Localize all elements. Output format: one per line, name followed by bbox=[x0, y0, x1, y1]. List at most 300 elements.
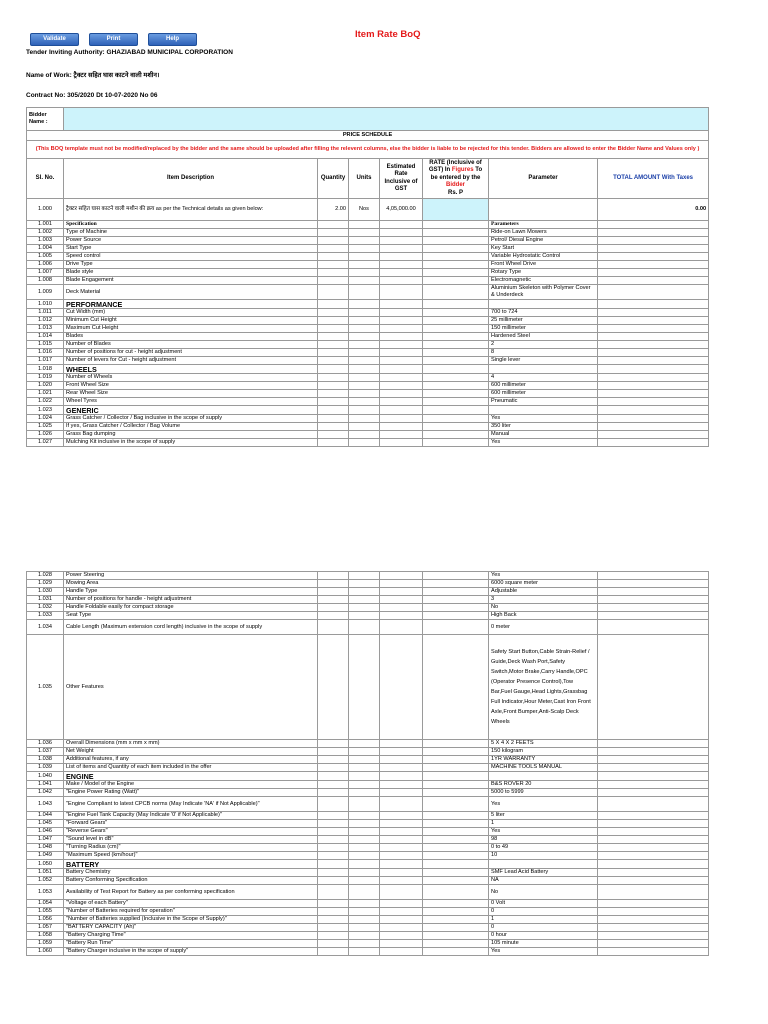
row-units bbox=[349, 253, 380, 261]
row-total bbox=[598, 772, 709, 781]
row-units bbox=[349, 932, 380, 940]
row-parameter: 4 bbox=[489, 374, 598, 382]
row-rate bbox=[423, 635, 489, 740]
row-description: "Battery Run Time" bbox=[64, 940, 318, 948]
table-row bbox=[27, 748, 709, 756]
row-sl: 1.024 bbox=[27, 415, 64, 423]
col-header-parameter: Parameter bbox=[489, 159, 598, 199]
row-total bbox=[598, 237, 709, 245]
row-units bbox=[349, 365, 380, 374]
row-estimated bbox=[380, 317, 423, 325]
row-parameter: Key Start bbox=[489, 245, 598, 253]
row-sl: 1.045 bbox=[27, 820, 64, 828]
row-parameter: 8 bbox=[489, 349, 598, 357]
row-quantity bbox=[318, 828, 349, 836]
row-units bbox=[349, 406, 380, 415]
row-parameter: No bbox=[489, 885, 598, 900]
row-rate bbox=[423, 869, 489, 877]
row-parameter: Aluminium Skeleton with Polymer Cover & Underdeck bbox=[489, 285, 598, 300]
table-row bbox=[27, 797, 709, 812]
table-row bbox=[27, 572, 709, 580]
row-estimated bbox=[380, 588, 423, 596]
row-estimated bbox=[380, 764, 423, 772]
row-quantity bbox=[318, 277, 349, 285]
row-sl: 1.053 bbox=[27, 885, 64, 900]
row-rate bbox=[423, 932, 489, 940]
table-row bbox=[27, 772, 709, 781]
row-rate bbox=[423, 908, 489, 916]
row-total bbox=[598, 423, 709, 431]
row-rate bbox=[423, 916, 489, 924]
row-total bbox=[598, 406, 709, 415]
row-description: Drive Type bbox=[64, 261, 318, 269]
table-row bbox=[27, 431, 709, 439]
row-parameter: Rotary Type bbox=[489, 269, 598, 277]
row-description: Other Features bbox=[64, 635, 318, 740]
row-quantity bbox=[318, 612, 349, 620]
row-sl: 1.042 bbox=[27, 789, 64, 797]
row-total bbox=[598, 390, 709, 398]
row-sl: 1.022 bbox=[27, 398, 64, 406]
row-estimated bbox=[380, 620, 423, 635]
row-rate bbox=[423, 860, 489, 869]
row-description: "Turning Radius (cm)" bbox=[64, 844, 318, 852]
row-sl: 1.036 bbox=[27, 740, 64, 748]
print-button[interactable]: Print bbox=[89, 33, 138, 46]
row-sl: 1.031 bbox=[27, 596, 64, 604]
row-quantity bbox=[318, 877, 349, 885]
row-rate bbox=[423, 245, 489, 253]
row-units bbox=[349, 828, 380, 836]
row-description: Handle Foldable easily for compact storage bbox=[64, 604, 318, 612]
row-units bbox=[349, 885, 380, 900]
row-estimated bbox=[380, 852, 423, 860]
row-parameter: Yes bbox=[489, 948, 598, 956]
row-description: "Voltage of each Battery" bbox=[64, 900, 318, 908]
row-sl: 1.004 bbox=[27, 245, 64, 253]
row-parameter: Yes bbox=[489, 439, 598, 447]
row-units bbox=[349, 844, 380, 852]
row-units bbox=[349, 349, 380, 357]
row-quantity bbox=[318, 229, 349, 237]
row-description: "Reverse Gears" bbox=[64, 828, 318, 836]
row-units bbox=[349, 820, 380, 828]
table-row bbox=[27, 604, 709, 612]
table-row bbox=[27, 948, 709, 956]
row-quantity bbox=[318, 772, 349, 781]
row-units bbox=[349, 924, 380, 932]
table-row bbox=[27, 812, 709, 820]
row-sl: 1.035 bbox=[27, 635, 64, 740]
row-units bbox=[349, 940, 380, 948]
row-sl: 1.007 bbox=[27, 269, 64, 277]
row-estimated bbox=[380, 924, 423, 932]
row-parameter: MACHINE TOOLS MANUAL bbox=[489, 764, 598, 772]
row-quantity bbox=[318, 948, 349, 956]
row-quantity bbox=[318, 797, 349, 812]
row-estimated bbox=[380, 221, 423, 229]
row-rate bbox=[423, 588, 489, 596]
row-rate bbox=[423, 797, 489, 812]
row-parameter: 5 X 4 X 2 FEETS bbox=[489, 740, 598, 748]
row-parameter: Yes bbox=[489, 797, 598, 812]
row-units bbox=[349, 415, 380, 423]
price-schedule-heading: PRICE SCHEDULE bbox=[27, 131, 709, 141]
row-description: "Forward Gears" bbox=[64, 820, 318, 828]
row-estimated bbox=[380, 604, 423, 612]
row-quantity bbox=[318, 635, 349, 740]
table-row bbox=[27, 269, 709, 277]
row-description: GENERIC bbox=[64, 406, 318, 415]
row-rate bbox=[423, 365, 489, 374]
row-total bbox=[598, 580, 709, 588]
table-header-row bbox=[27, 159, 709, 199]
row-estimated bbox=[380, 374, 423, 382]
row-quantity bbox=[318, 572, 349, 580]
row-parameter: 150 kilogram bbox=[489, 748, 598, 756]
row-units bbox=[349, 357, 380, 365]
row-sl: 1.032 bbox=[27, 604, 64, 612]
row-description: List of items and Quantity of each item included in the offer bbox=[64, 764, 318, 772]
row-rate bbox=[423, 237, 489, 245]
row-parameter: 6000 square meter bbox=[489, 580, 598, 588]
row-total bbox=[598, 333, 709, 341]
row-total bbox=[598, 285, 709, 300]
row-units bbox=[349, 261, 380, 269]
row-total bbox=[598, 269, 709, 277]
row-estimated bbox=[380, 398, 423, 406]
table-row bbox=[27, 908, 709, 916]
col-header-quantity: Quantity bbox=[318, 159, 349, 199]
help-button[interactable]: Help bbox=[148, 33, 197, 46]
row-units bbox=[349, 423, 380, 431]
row-quantity bbox=[318, 406, 349, 415]
row-description: Speed control bbox=[64, 253, 318, 261]
row-units bbox=[349, 596, 380, 604]
row-estimated bbox=[380, 300, 423, 309]
row-parameter: 5 liter bbox=[489, 812, 598, 820]
row-sl: 1.037 bbox=[27, 748, 64, 756]
row-parameter: Manual bbox=[489, 431, 598, 439]
row-quantity bbox=[318, 764, 349, 772]
row-total bbox=[598, 820, 709, 828]
row-quantity bbox=[318, 756, 349, 764]
row-total bbox=[598, 852, 709, 860]
validate-button[interactable]: Validate bbox=[30, 33, 79, 46]
row-estimated bbox=[380, 836, 423, 844]
row-sl: 1.019 bbox=[27, 374, 64, 382]
row-description: Number of levers for Cut - height adjustment bbox=[64, 357, 318, 365]
row-rate bbox=[423, 341, 489, 349]
row-description: WHEELS bbox=[64, 365, 318, 374]
row-units bbox=[349, 869, 380, 877]
row-units bbox=[349, 245, 380, 253]
row-quantity bbox=[318, 245, 349, 253]
row-quantity bbox=[318, 390, 349, 398]
row-quantity bbox=[318, 423, 349, 431]
table-row bbox=[27, 365, 709, 374]
row-rate bbox=[423, 439, 489, 447]
row-units bbox=[349, 285, 380, 300]
row-quantity bbox=[318, 860, 349, 869]
row-sl: 1.010 bbox=[27, 300, 64, 309]
row-total bbox=[598, 916, 709, 924]
row-total bbox=[598, 789, 709, 797]
row-total bbox=[598, 325, 709, 333]
row-total bbox=[598, 828, 709, 836]
row-estimated bbox=[380, 772, 423, 781]
main-item-quantity: 2.00 bbox=[318, 199, 349, 221]
row-estimated bbox=[380, 635, 423, 740]
row-rate bbox=[423, 812, 489, 820]
row-units bbox=[349, 390, 380, 398]
row-total bbox=[598, 253, 709, 261]
row-parameter: 3 bbox=[489, 596, 598, 604]
row-quantity bbox=[318, 908, 349, 916]
row-total bbox=[598, 908, 709, 916]
boq-table-lower bbox=[26, 571, 709, 956]
row-rate bbox=[423, 269, 489, 277]
row-units bbox=[349, 333, 380, 341]
row-parameter: B&S ROVER 20 bbox=[489, 781, 598, 789]
row-description: "Number of Batteries supplied (Inclusive in the Scope of Supply)" bbox=[64, 916, 318, 924]
row-estimated bbox=[380, 229, 423, 237]
row-description: Battery Chemistry bbox=[64, 869, 318, 877]
row-description: Number of Wheels bbox=[64, 374, 318, 382]
row-parameter: 105 minute bbox=[489, 940, 598, 948]
row-sl: 1.047 bbox=[27, 836, 64, 844]
row-total bbox=[598, 382, 709, 390]
row-estimated bbox=[380, 612, 423, 620]
row-units bbox=[349, 300, 380, 309]
main-item-units: Nos bbox=[349, 199, 380, 221]
row-total bbox=[598, 439, 709, 447]
row-parameter: 0 Volt bbox=[489, 900, 598, 908]
row-sl: 1.028 bbox=[27, 572, 64, 580]
row-parameter bbox=[489, 406, 598, 415]
row-estimated bbox=[380, 365, 423, 374]
table-row bbox=[27, 309, 709, 317]
row-quantity bbox=[318, 820, 349, 828]
row-sl: 1.034 bbox=[27, 620, 64, 635]
row-sl: 1.013 bbox=[27, 325, 64, 333]
row-parameter: Front Wheel Drive bbox=[489, 261, 598, 269]
rate-header-bidder: Bidder bbox=[445, 182, 465, 189]
row-sl: 1.048 bbox=[27, 844, 64, 852]
col-header-item: Item Description bbox=[64, 159, 318, 199]
row-sl: 1.039 bbox=[27, 764, 64, 772]
row-total bbox=[598, 812, 709, 820]
row-rate bbox=[423, 948, 489, 956]
bidder-name-label: Bidder Name : bbox=[27, 108, 64, 131]
row-rate bbox=[423, 924, 489, 932]
row-description: Number of Blades bbox=[64, 341, 318, 349]
row-sl: 1.020 bbox=[27, 382, 64, 390]
table-row bbox=[27, 580, 709, 588]
row-rate bbox=[423, 221, 489, 229]
row-quantity bbox=[318, 325, 349, 333]
row-total bbox=[598, 365, 709, 374]
row-rate bbox=[423, 423, 489, 431]
row-quantity bbox=[318, 932, 349, 940]
row-parameter: 600 millimeter bbox=[489, 390, 598, 398]
contract-number: Contract No: 305/2020 Dt 10-07-2020 No 06 bbox=[26, 92, 158, 99]
row-units bbox=[349, 852, 380, 860]
row-estimated bbox=[380, 253, 423, 261]
row-parameter: 5000 to 5999 bbox=[489, 789, 598, 797]
row-estimated bbox=[380, 948, 423, 956]
row-total bbox=[598, 836, 709, 844]
main-item-description: ट्रैक्टर सहित घास काटने वाली मशीन की क्रय as per the Technical details as given below: bbox=[64, 199, 318, 221]
row-rate bbox=[423, 781, 489, 789]
table-row bbox=[27, 439, 709, 447]
main-item-row bbox=[27, 199, 709, 221]
row-rate bbox=[423, 764, 489, 772]
row-rate bbox=[423, 580, 489, 588]
row-estimated bbox=[380, 932, 423, 940]
row-parameter: Ride-on Lawn Mowers bbox=[489, 229, 598, 237]
row-parameter: 25 millimeter bbox=[489, 317, 598, 325]
row-units bbox=[349, 325, 380, 333]
row-sl: 1.008 bbox=[27, 277, 64, 285]
row-quantity bbox=[318, 869, 349, 877]
row-rate bbox=[423, 349, 489, 357]
row-units bbox=[349, 374, 380, 382]
rate-input[interactable] bbox=[423, 199, 489, 221]
row-estimated bbox=[380, 812, 423, 820]
bidder-name-input[interactable] bbox=[64, 108, 709, 131]
row-parameter: Yes bbox=[489, 415, 598, 423]
row-sl: 1.023 bbox=[27, 406, 64, 415]
row-description: Seat Type bbox=[64, 612, 318, 620]
row-estimated bbox=[380, 245, 423, 253]
row-total bbox=[598, 357, 709, 365]
row-quantity bbox=[318, 431, 349, 439]
row-rate bbox=[423, 604, 489, 612]
row-parameter bbox=[489, 365, 598, 374]
row-parameter: No bbox=[489, 604, 598, 612]
row-units bbox=[349, 277, 380, 285]
row-units bbox=[349, 908, 380, 916]
row-units bbox=[349, 309, 380, 317]
row-units bbox=[349, 764, 380, 772]
table-row bbox=[27, 229, 709, 237]
row-rate bbox=[423, 844, 489, 852]
row-quantity bbox=[318, 596, 349, 604]
col-header-estimated: Estimated Rate Inclusive of GST bbox=[380, 159, 423, 199]
row-quantity bbox=[318, 439, 349, 447]
row-quantity bbox=[318, 924, 349, 932]
row-estimated bbox=[380, 860, 423, 869]
row-sl: 1.060 bbox=[27, 948, 64, 956]
row-units bbox=[349, 382, 380, 390]
row-description: "Engine Fuel Tank Capacity (May Indicate '0' if Not Applicable)" bbox=[64, 812, 318, 820]
rate-header-rs: Rs. P bbox=[447, 189, 463, 196]
row-parameter: 350 liter bbox=[489, 423, 598, 431]
row-estimated bbox=[380, 596, 423, 604]
table-row bbox=[27, 349, 709, 357]
row-sl: 1.043 bbox=[27, 797, 64, 812]
row-total bbox=[598, 431, 709, 439]
table-row bbox=[27, 877, 709, 885]
table-row bbox=[27, 852, 709, 860]
row-estimated bbox=[380, 844, 423, 852]
row-quantity bbox=[318, 357, 349, 365]
row-total bbox=[598, 764, 709, 772]
row-quantity bbox=[318, 374, 349, 382]
row-parameter: Yes bbox=[489, 828, 598, 836]
row-units bbox=[349, 572, 380, 580]
row-units bbox=[349, 797, 380, 812]
table-row bbox=[27, 789, 709, 797]
main-item-total: 0.00 bbox=[598, 199, 709, 221]
row-quantity bbox=[318, 916, 349, 924]
row-total bbox=[598, 277, 709, 285]
row-sl: 1.012 bbox=[27, 317, 64, 325]
row-estimated bbox=[380, 820, 423, 828]
row-rate bbox=[423, 261, 489, 269]
row-total bbox=[598, 229, 709, 237]
row-estimated bbox=[380, 797, 423, 812]
row-parameter: Safety Start Button,Cable Strain-Relief / Guide,Deck Wash Port,Safety Switch,Motor Brake,Carry Handle,OPC (Operator Presence Control),Tow Bar,Fuel Gauge,Head Lights,Grassbag Full Indicator,Hour Meter,Cast Iron Front Axle,Front Bumper,Anti-Scalp Deck Wheels bbox=[489, 635, 598, 740]
row-units bbox=[349, 439, 380, 447]
tender-authority: Tender Inviting Authority: GHAZIABAD MUNICIPAL CORPORATION bbox=[26, 49, 233, 56]
row-estimated bbox=[380, 309, 423, 317]
row-units bbox=[349, 781, 380, 789]
row-quantity bbox=[318, 812, 349, 820]
col-header-total: TOTAL AMOUNT With Taxes bbox=[598, 159, 709, 199]
row-parameter: Hardened Steel bbox=[489, 333, 598, 341]
row-sl: 1.050 bbox=[27, 860, 64, 869]
table-row bbox=[27, 398, 709, 406]
table-row bbox=[27, 588, 709, 596]
row-estimated bbox=[380, 940, 423, 948]
row-description: Grass Catcher / Collector / Bag inclusive in the scope of supply bbox=[64, 415, 318, 423]
row-units bbox=[349, 604, 380, 612]
row-rate bbox=[423, 374, 489, 382]
table-row bbox=[27, 300, 709, 309]
row-parameter: SMF Lead Acid Battery bbox=[489, 869, 598, 877]
row-rate bbox=[423, 820, 489, 828]
row-sl: 1.059 bbox=[27, 940, 64, 948]
row-estimated bbox=[380, 756, 423, 764]
row-rate bbox=[423, 333, 489, 341]
row-total bbox=[598, 245, 709, 253]
row-sl: 1.026 bbox=[27, 431, 64, 439]
row-estimated bbox=[380, 877, 423, 885]
row-rate bbox=[423, 612, 489, 620]
row-sl: 1.051 bbox=[27, 869, 64, 877]
row-sl: 1.029 bbox=[27, 580, 64, 588]
table-row bbox=[27, 423, 709, 431]
row-description: "BATTERY CAPACITY (Ah)" bbox=[64, 924, 318, 932]
table-row bbox=[27, 277, 709, 285]
row-units bbox=[349, 221, 380, 229]
row-quantity bbox=[318, 836, 349, 844]
row-description: Blades bbox=[64, 333, 318, 341]
row-rate bbox=[423, 300, 489, 309]
row-description: Mulching Kit inclusive in the scope of supply bbox=[64, 439, 318, 447]
row-estimated bbox=[380, 885, 423, 900]
table-row bbox=[27, 406, 709, 415]
row-description: Grass Bag dumping bbox=[64, 431, 318, 439]
row-description: Cable Length (Maximum extension cord length) inclusive in the scope of supply bbox=[64, 620, 318, 635]
row-units bbox=[349, 748, 380, 756]
row-estimated bbox=[380, 580, 423, 588]
table-row bbox=[27, 924, 709, 932]
row-sl: 1.006 bbox=[27, 261, 64, 269]
toolbar bbox=[30, 33, 197, 46]
